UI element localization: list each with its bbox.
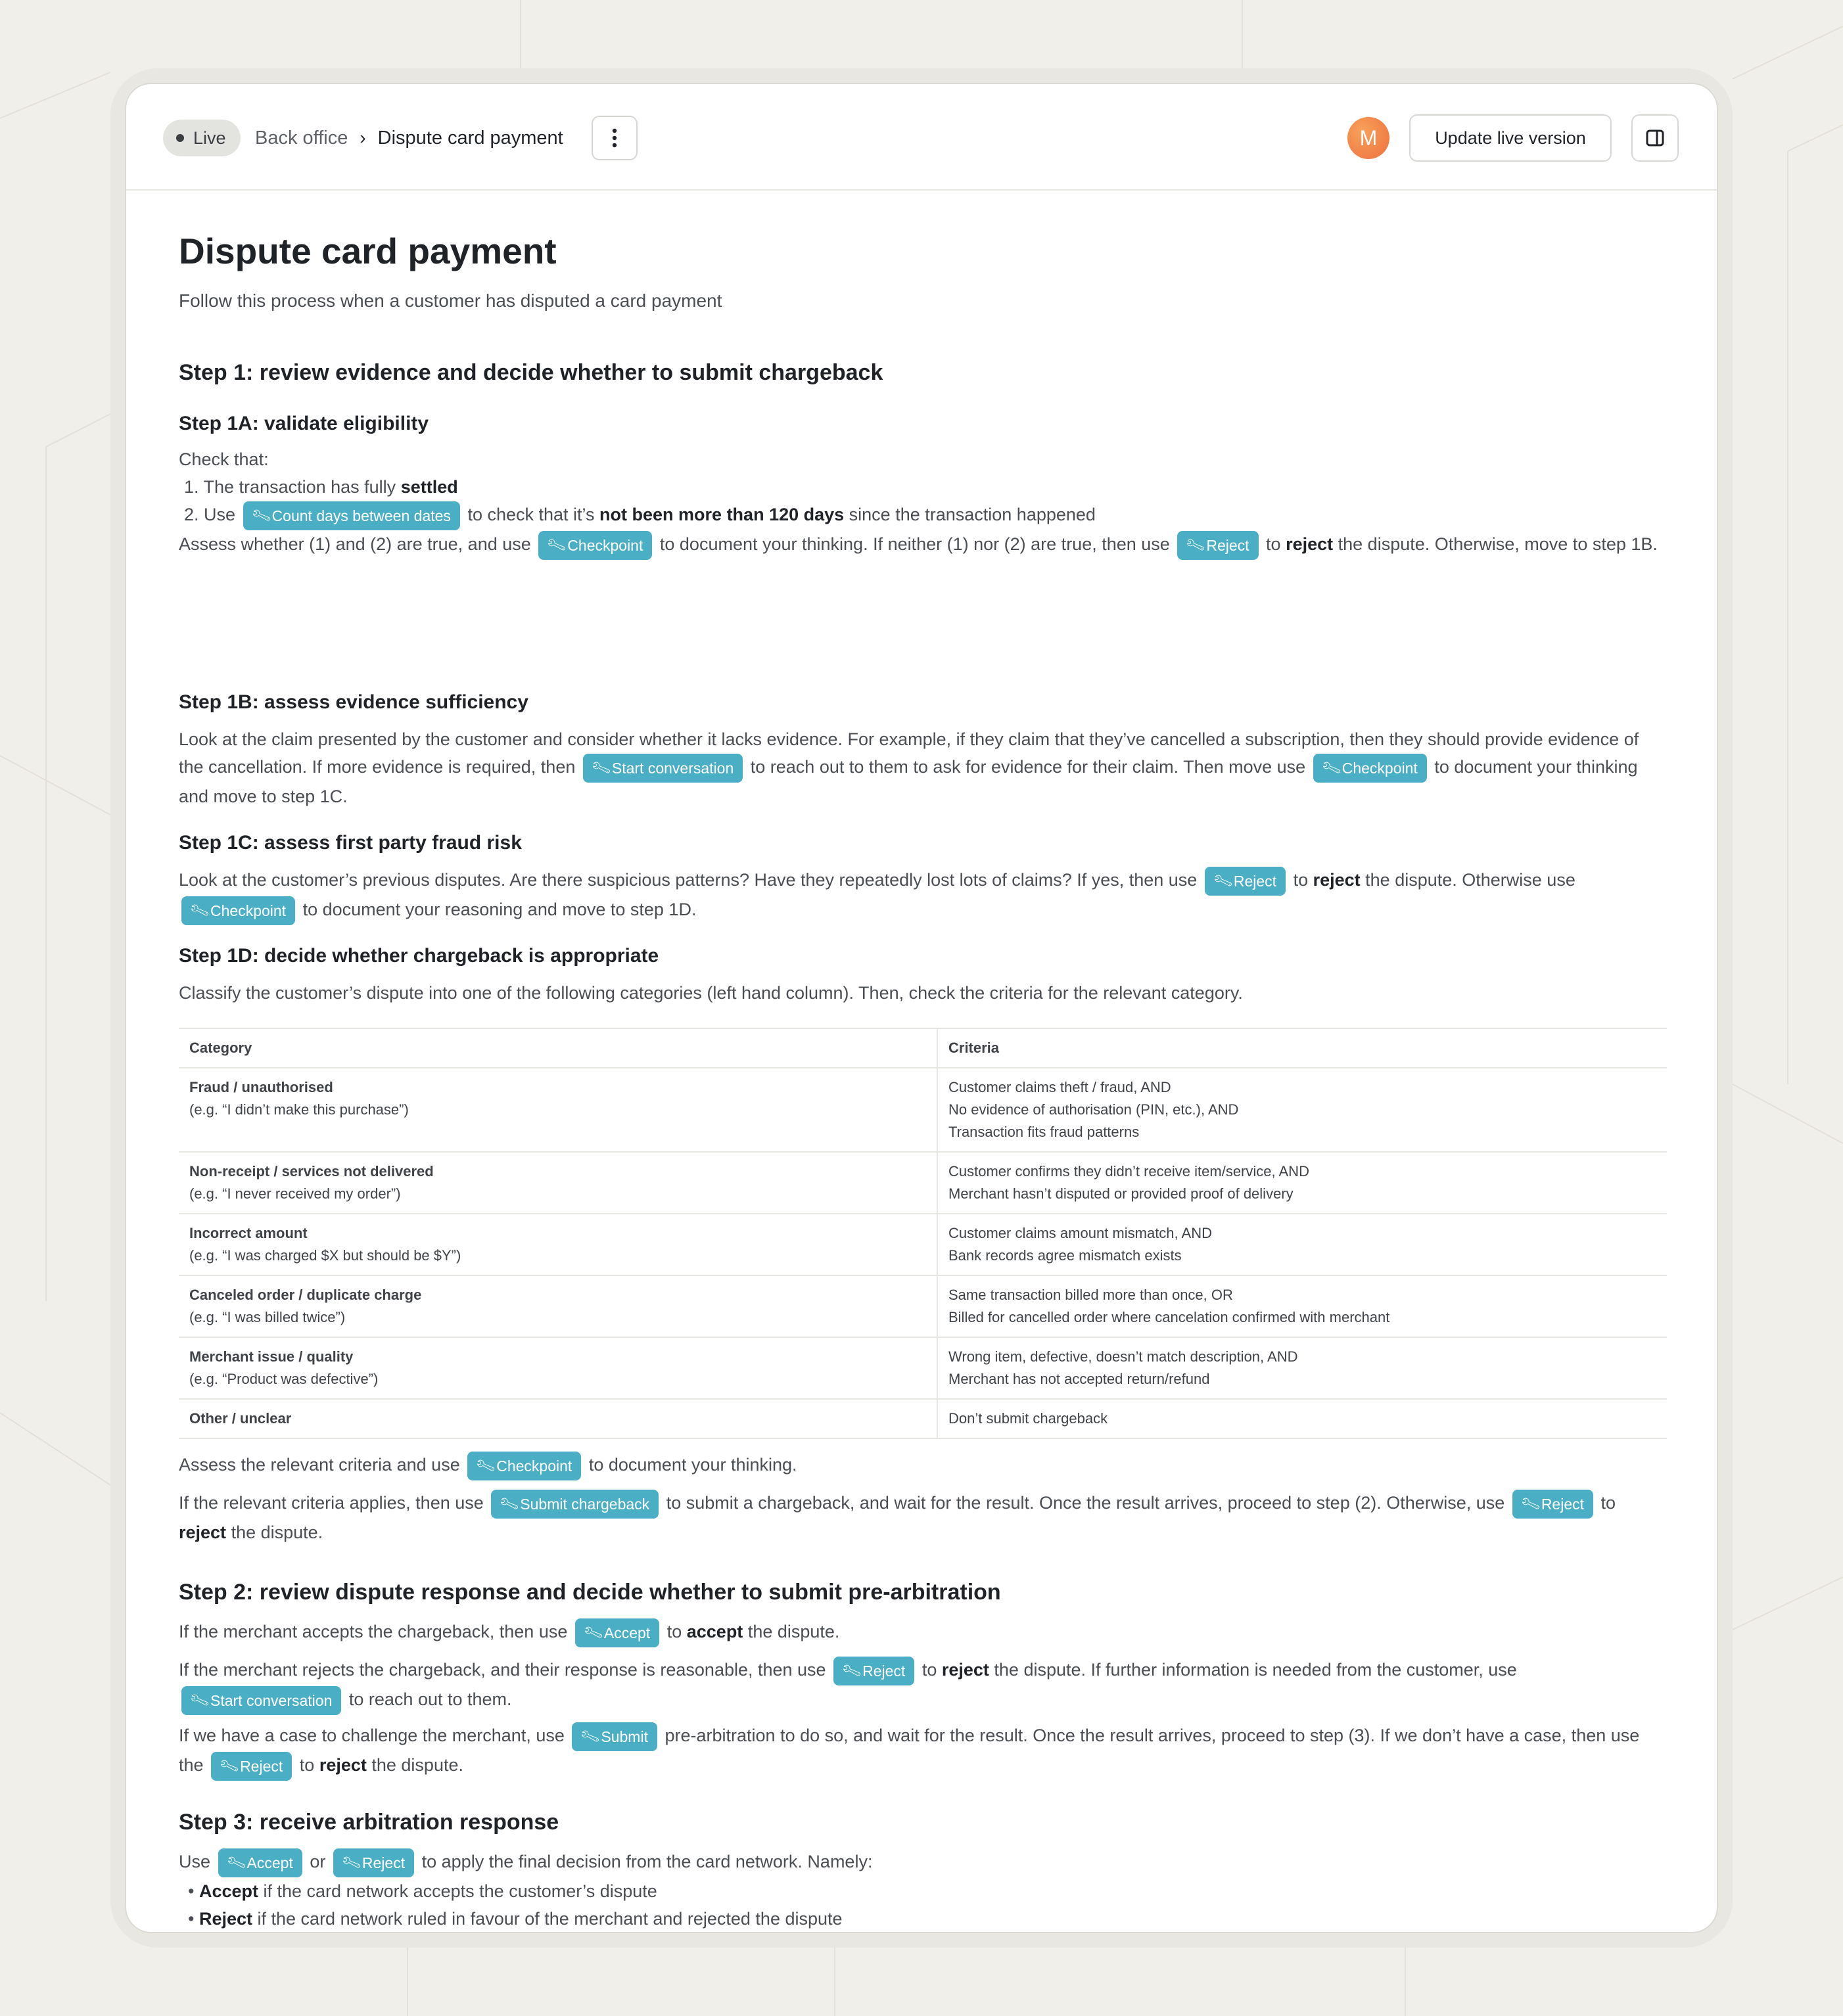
criteria-table	[179, 1028, 1667, 1439]
page-subtitle: Follow this process when a customer has disputed a card payment	[179, 290, 722, 311]
tool-tag-reject[interactable]	[833, 1657, 914, 1685]
text: since the transaction happened	[844, 505, 1096, 524]
wrench-icon: 🔧︎	[1184, 534, 1207, 556]
tool-tag-checkpoint[interactable]	[538, 531, 652, 560]
category-name: Incorrect amount	[189, 1225, 308, 1241]
step3-body	[179, 1848, 1667, 1933]
chevron-right-icon: ›	[360, 127, 366, 148]
table-cell-category	[179, 1152, 937, 1214]
tag-label: Start conversation	[611, 759, 734, 777]
text: to document your thinking.	[588, 1455, 797, 1475]
table-header-category: Category	[179, 1028, 937, 1068]
text: to	[1293, 870, 1313, 890]
page-title: Dispute card payment	[179, 231, 557, 271]
category-example: (e.g. “I didn’t make this purchase”)	[189, 1101, 409, 1118]
app-window	[125, 83, 1718, 1933]
wrench-icon: 🔧︎	[1211, 869, 1234, 892]
list-item-text: 1. The transaction has fully	[184, 477, 401, 497]
tool-tag-start-conversation[interactable]	[583, 754, 743, 783]
step1c-body	[179, 866, 1667, 925]
list-item: • Accept if the card network accepts the customer’s dispute	[188, 1881, 657, 1901]
criteria-line: Merchant hasn’t disputed or provided proof of delivery	[948, 1185, 1294, 1202]
table-row	[179, 1152, 1667, 1214]
tag-label: Accept	[246, 1854, 293, 1871]
category-example: (e.g. “I never received my order”)	[189, 1185, 401, 1202]
vertical-dots-icon	[612, 128, 617, 148]
text: the dispute.	[226, 1522, 323, 1542]
bold-text: accept	[686, 1622, 743, 1641]
wrench-icon: 🔧︎	[578, 1725, 602, 1747]
wrench-icon: 🔧︎	[188, 1689, 212, 1711]
table-row	[179, 1275, 1667, 1337]
wrench-icon: 🔧︎	[1519, 1492, 1542, 1515]
bold-text: reject	[179, 1522, 227, 1542]
criteria-line: Transaction fits fraud patterns	[948, 1124, 1140, 1140]
step1d-intro: Classify the customer’s dispute into one of the following categories (left hand column). Then, check the criteria for the relevant category.	[179, 983, 1243, 1003]
text: If the merchant accepts the chargeback, then use	[179, 1622, 568, 1641]
criteria-line: Merchant has not accepted return/refund	[948, 1371, 1210, 1387]
category-example: (e.g. “I was charged $X but should be $Y”)	[189, 1247, 461, 1264]
text: Assess whether (1) and (2) are true, and use	[179, 534, 531, 554]
wrench-icon: 🔧︎	[340, 1851, 363, 1873]
table-cell-criteria	[937, 1275, 1667, 1337]
tool-tag-count-days[interactable]	[243, 501, 460, 530]
wrench-icon: 🔧︎	[840, 1659, 864, 1682]
text: if the card network ruled in favour of the merchant and rejected the dispute	[252, 1908, 843, 1929]
bold-text: reject	[941, 1660, 989, 1680]
category-name: Canceled order / duplicate charge	[189, 1287, 422, 1303]
text: pre-arbitration to do so, and wait for the result. Once the result arrives, proceed to step (3). If we don’t have a case, then use the	[179, 1726, 1640, 1775]
table-row	[179, 1337, 1667, 1399]
table-cell-category	[179, 1068, 937, 1152]
text: to reach out to them.	[348, 1689, 512, 1709]
text: to apply the final decision from the card network. Namely:	[421, 1852, 873, 1871]
step1d-heading: Step 1D: decide whether chargeback is appropriate	[179, 945, 659, 967]
text: to	[1266, 534, 1286, 554]
paragraph	[179, 530, 1667, 560]
bold-text: not been more than 120 days	[599, 505, 845, 524]
text: to submit a chargeback, and wait for the result. Once the result arrives, proceed to step (2). Otherwise, use	[666, 1493, 1505, 1513]
tool-tag-start-conversation[interactable]	[181, 1686, 341, 1715]
text: the dispute. If further information is needed from the customer, use	[989, 1660, 1517, 1680]
text: If the merchant rejects the chargeback, and their response is reasonable, then use	[179, 1660, 826, 1680]
wrench-icon: 🔧︎	[545, 534, 569, 556]
criteria-line: Billed for cancelled order where cancelation confirmed with merchant	[948, 1309, 1390, 1325]
text: or	[310, 1852, 326, 1871]
text: to document your reasoning and move to step 1D.	[302, 899, 697, 919]
text: Look at the claim presented by the customer and consider whether it lacks evidence. For example, if they claim that they’ve cancelled a subscription, then they should provide evidence of the cancellation. If more evidence is required, then	[179, 729, 1639, 777]
more-options-button[interactable]	[592, 116, 638, 160]
table-cell-criteria	[937, 1214, 1667, 1275]
tool-tag-reject[interactable]	[1177, 531, 1258, 560]
category-name: Fraud / unauthorised	[189, 1079, 333, 1095]
tool-tag-checkpoint[interactable]	[1313, 754, 1427, 783]
text: to	[299, 1754, 319, 1775]
table-cell-category	[179, 1214, 937, 1275]
table-cell-category	[179, 1399, 937, 1438]
wrench-icon: 🔧︎	[582, 1621, 605, 1643]
tag-label: Count days between dates	[271, 507, 451, 524]
paragraph	[179, 1848, 1667, 1877]
text: to	[922, 1660, 942, 1680]
tag-label: Checkpoint	[567, 536, 643, 554]
tag-label: Reject	[1541, 1495, 1585, 1513]
table-cell-criteria	[937, 1399, 1667, 1438]
tag-label: Checkpoint	[1341, 759, 1418, 777]
text: Look at the customer’s previous disputes. Are there suspicious patterns? Have they repeatedly lost lots of claims? If yes, then use	[179, 870, 1198, 890]
criteria-line: No evidence of authorisation (PIN, etc.), AND	[948, 1101, 1239, 1118]
tag-label: Submit	[601, 1728, 648, 1745]
step1-heading: Step 1: review evidence and decide whether to submit chargeback	[179, 360, 883, 385]
wrench-icon: 🔧︎	[218, 1754, 241, 1777]
wrench-icon: 🔧︎	[1319, 756, 1343, 779]
text: Use	[179, 1852, 211, 1871]
text: the dispute. Otherwise use	[1360, 870, 1575, 890]
breadcrumb-parent-link[interactable]: Back office	[255, 127, 348, 149]
tool-tag-checkpoint[interactable]	[467, 1452, 581, 1480]
avatar[interactable]: M	[1347, 117, 1389, 159]
text: Assess the relevant criteria and use	[179, 1455, 460, 1475]
tool-tag-reject[interactable]	[1205, 867, 1286, 896]
tag-label: Reject	[240, 1757, 283, 1775]
step2-p3	[179, 1722, 1667, 1781]
tool-tag-checkpoint[interactable]	[181, 896, 295, 925]
tag-label: Reject	[1233, 872, 1277, 890]
wrench-icon: 🔧︎	[590, 756, 613, 779]
status-badge-label: Live	[193, 127, 226, 148]
table-row	[179, 1068, 1667, 1152]
text: the dispute.	[743, 1622, 840, 1641]
step1a-heading: Step 1A: validate eligibility	[179, 413, 429, 434]
tool-tag-reject[interactable]	[1512, 1490, 1593, 1519]
step2-p1	[179, 1618, 1667, 1647]
criteria-line: Don’t submit chargeback	[948, 1410, 1108, 1427]
status-dot-icon	[176, 134, 184, 142]
text: to check that it’s	[467, 505, 600, 524]
sidebar-panel-icon	[1646, 129, 1664, 147]
criteria-line: Wrong item, defective, doesn’t match description, AND	[948, 1348, 1298, 1365]
bold-text: Accept	[198, 1881, 258, 1901]
tag-label: Checkpoint	[496, 1457, 572, 1475]
list-item: • Reject if the card network ruled in favour of the merchant and rejected the dispute	[188, 1908, 843, 1929]
wrench-icon: 🔧︎	[249, 504, 273, 526]
table-cell-category	[179, 1275, 937, 1337]
tag-label: Reject	[362, 1854, 406, 1871]
top-bar	[126, 84, 1717, 191]
criteria-line: Customer confirms they didn’t receive item/service, AND	[948, 1163, 1309, 1180]
criteria-line: Bank records agree mismatch exists	[948, 1247, 1182, 1264]
tool-tag-submit-chargeback[interactable]	[491, 1490, 659, 1519]
category-name: Other / unclear	[189, 1410, 292, 1427]
status-badge	[163, 120, 241, 156]
tool-tag-reject[interactable]	[333, 1848, 414, 1877]
table-row	[179, 1399, 1667, 1438]
table-cell-criteria	[937, 1152, 1667, 1214]
tool-tag-submit[interactable]	[572, 1722, 657, 1751]
wrench-icon: 🔧︎	[474, 1454, 498, 1477]
toggle-panel-button[interactable]	[1631, 114, 1679, 162]
criteria-line: Customer claims theft / fraud, AND	[948, 1079, 1171, 1095]
text: to	[1600, 1493, 1616, 1513]
tag-label: Accept	[603, 1624, 651, 1641]
tag-label: Reject	[1206, 536, 1249, 554]
wrench-icon: 🔧︎	[188, 899, 212, 921]
tag-label: Submit chargeback	[520, 1495, 650, 1513]
text: to document your thinking and move to step 1C.	[179, 757, 1638, 806]
breadcrumb	[255, 124, 563, 152]
step1a-body	[179, 446, 1667, 560]
criteria-line: Same transaction billed more than once, OR	[948, 1287, 1233, 1303]
text: to document your thinking. If neither (1) nor (2) are true, then use	[659, 534, 1170, 554]
update-live-version-button[interactable]: Update live version	[1409, 114, 1612, 162]
tag-label: Start conversation	[210, 1691, 333, 1709]
step1d-if	[179, 1489, 1667, 1546]
text: If we have a case to challenge the merchant, use	[179, 1726, 565, 1745]
step1d-assess	[179, 1451, 1667, 1480]
tool-tag-accept[interactable]	[575, 1618, 659, 1647]
bold-text: reject	[319, 1754, 367, 1775]
category-example: (e.g. “Product was defective”)	[189, 1371, 379, 1387]
list-item-text: 2. Use	[184, 505, 236, 524]
table-row	[179, 1214, 1667, 1275]
text: to reach out to them to ask for evidence for their claim. Then move use	[750, 757, 1306, 777]
text: the dispute.	[366, 1754, 463, 1775]
table-cell-category	[179, 1337, 937, 1399]
text: If the relevant criteria applies, then use	[179, 1493, 484, 1513]
step3-heading: Step 3: receive arbitration response	[179, 1810, 559, 1835]
category-name: Non-receipt / services not delivered	[189, 1163, 434, 1180]
category-name: Merchant issue / quality	[189, 1348, 354, 1365]
wrench-icon: 🔧︎	[224, 1851, 248, 1873]
table-header-criteria: Criteria	[937, 1028, 1667, 1068]
step1c-heading: Step 1C: assess first party fraud risk	[179, 832, 522, 854]
list-item	[179, 501, 1667, 530]
criteria-line: Customer claims amount mismatch, AND	[948, 1225, 1212, 1241]
breadcrumb-current: Dispute card payment	[377, 127, 563, 149]
text: if the card network accepts the customer’s dispute	[258, 1881, 657, 1901]
bold-text: reject	[1313, 870, 1361, 890]
category-example: (e.g. “I was billed twice”)	[189, 1309, 346, 1325]
check-label: Check that:	[179, 449, 269, 469]
bold-text: settled	[400, 477, 458, 497]
bold-text: Reject	[198, 1908, 253, 1929]
list-item	[179, 473, 1667, 501]
table-cell-criteria	[937, 1337, 1667, 1399]
tool-tag-reject[interactable]	[211, 1752, 292, 1781]
tag-label: Checkpoint	[210, 902, 287, 919]
bold-text: reject	[1286, 534, 1334, 554]
table-cell-criteria	[937, 1068, 1667, 1152]
step1b-body	[179, 725, 1667, 810]
step2-heading: Step 2: review dispute response and decide whether to submit pre-arbitration	[179, 1580, 1001, 1605]
table-header-row	[179, 1028, 1667, 1068]
step2-p2	[179, 1656, 1667, 1715]
tool-tag-accept[interactable]	[218, 1848, 302, 1877]
tag-label: Reject	[862, 1662, 906, 1680]
step1b-heading: Step 1B: assess evidence sufficiency	[179, 691, 528, 713]
text: to	[666, 1622, 687, 1641]
text: the dispute. Otherwise, move to step 1B.	[1333, 534, 1658, 554]
wrench-icon: 🔧︎	[498, 1492, 521, 1515]
